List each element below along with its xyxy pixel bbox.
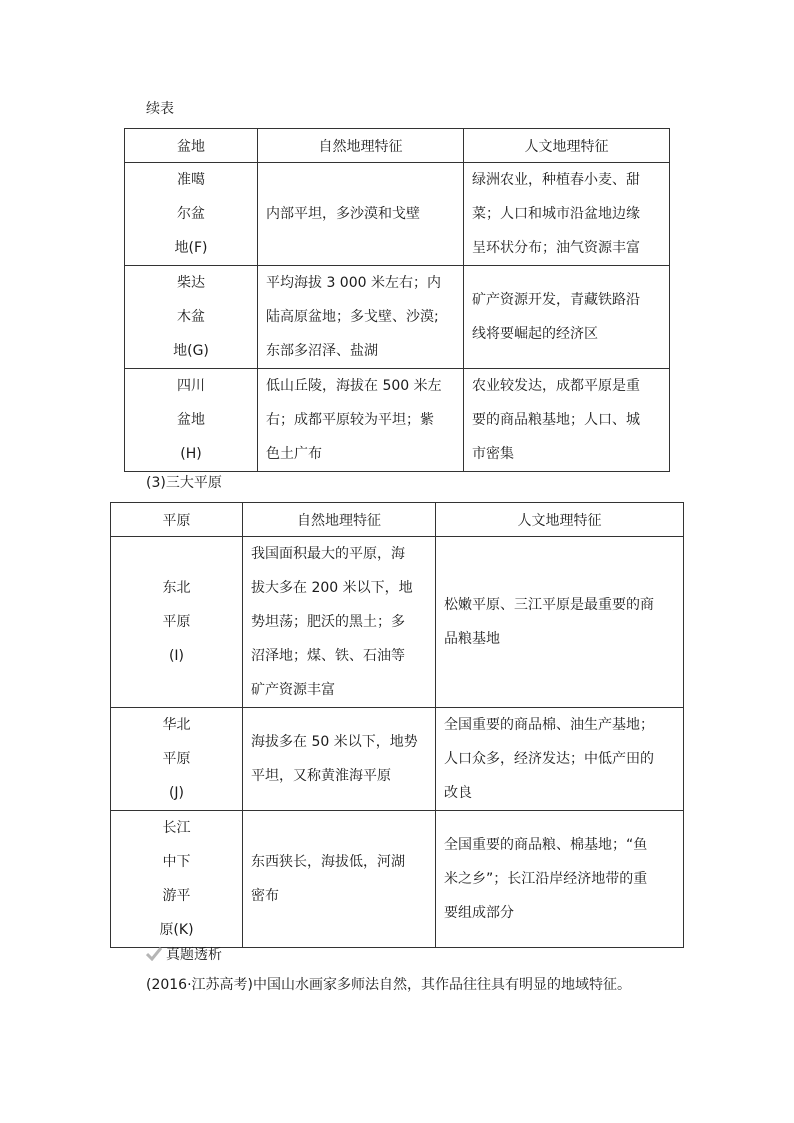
cell-line: 低山丘陵，海拔在 500 米左	[266, 378, 442, 394]
cell-line: 呈环状分布；油气资源丰富	[472, 240, 640, 256]
table-row	[111, 708, 684, 811]
cell-line: 全国重要的商品粮、棉基地；“鱼	[444, 837, 648, 853]
cell-line: 盆地	[177, 412, 205, 428]
cell-line: 线将要崛起的经济区	[472, 326, 598, 342]
human-features	[464, 369, 670, 472]
human-features	[464, 163, 670, 266]
cell-line: 沼泽地；煤、铁、石油等	[251, 648, 405, 664]
cell-line: 拔大多在 200 米以下，地	[251, 580, 413, 596]
natural-features	[258, 369, 464, 472]
cell-line: 地(G)	[173, 343, 209, 359]
cell-line: 地(F)	[174, 240, 208, 256]
cell-line: 平原	[162, 614, 191, 630]
header-plain: 平原	[111, 503, 243, 537]
human-features	[464, 266, 670, 369]
section-title: 真题透析	[166, 947, 222, 963]
checkmark-icon	[146, 947, 162, 961]
table2-caption: (3)三大平原	[146, 475, 222, 491]
cell-line: 华北	[162, 717, 191, 733]
cell-line: 势坦荡；肥沃的黑土；多	[251, 614, 405, 630]
plain-name	[111, 708, 243, 811]
cell-line: 市密集	[472, 446, 514, 462]
cell-line: 矿产资源开发，青藏铁路沿	[472, 292, 640, 308]
plains-table	[110, 502, 684, 948]
natural-features	[243, 811, 436, 948]
cell-line: 平坦，又称黄淮海平原	[251, 768, 391, 784]
cell-line: 品粮基地	[444, 631, 500, 647]
plain-name	[111, 537, 243, 708]
cell-line: 原(K)	[159, 922, 194, 938]
cell-line: 平原	[162, 751, 191, 767]
natural-features	[258, 266, 464, 369]
cell-line: 要组成部分	[444, 905, 514, 921]
cell-line: 我国面积最大的平原，海	[251, 546, 405, 562]
cell-line: 农业较发达，成都平原是重	[472, 378, 640, 394]
natural-features	[243, 537, 436, 708]
basin-name	[125, 163, 258, 266]
cell-line: 矿产资源丰富	[251, 682, 335, 698]
basin-name	[125, 266, 258, 369]
cell-line: 四川	[177, 378, 205, 394]
cell-line: 东北	[162, 580, 191, 596]
header-human: 人文地理特征	[464, 129, 670, 163]
basins-table	[124, 128, 670, 472]
plain-name	[111, 811, 243, 948]
table-row	[125, 369, 670, 472]
human-features	[436, 811, 684, 948]
header-human: 人文地理特征	[436, 503, 684, 537]
section-heading	[146, 946, 222, 964]
table-row	[125, 266, 670, 369]
cell-line: 尔盆	[177, 206, 205, 222]
cell-line: 海拔多在 50 米以下，地势	[251, 734, 418, 750]
cell-line: 改良	[444, 785, 472, 801]
question-text: (2016·江苏高考)中国山水画家多师法自然，其作品往往具有明显的地域特征。	[146, 977, 632, 993]
table-row	[111, 811, 684, 948]
cell-line: 色土广布	[266, 446, 322, 462]
cell-line: 木盆	[177, 309, 205, 325]
cell-line: 东部多沼泽、盐湖	[266, 343, 378, 359]
header-natural: 自然地理特征	[258, 129, 464, 163]
cell-line: 绿洲农业，种植春小麦、甜	[472, 172, 640, 188]
cell-line: 内部平坦，多沙漠和戈壁	[266, 206, 420, 222]
cell-line: 准噶	[177, 172, 205, 188]
cell-line: 密布	[251, 888, 279, 904]
natural-features	[243, 708, 436, 811]
cell-line: 要的商品粮基地；人口、城	[472, 412, 640, 428]
table-header-row	[111, 503, 684, 537]
cell-line: (J)	[168, 785, 185, 801]
table-header-row	[125, 129, 670, 163]
cell-line: 柴达	[177, 275, 205, 291]
cell-line: 长江	[162, 820, 191, 836]
cell-line: 右；成都平原较为平坦；紫	[266, 412, 434, 428]
cell-line: 平均海拔 3 000 米左右；内	[266, 275, 441, 291]
cell-line: 米之乡”；长江沿岸经济地带的重	[444, 871, 648, 887]
table-row	[111, 537, 684, 708]
cell-line: 全国重要的商品棉、油生产基地；	[444, 717, 654, 733]
cell-line: 陆高原盆地；多戈壁、沙漠;	[266, 309, 439, 325]
cell-line: (I)	[168, 648, 185, 664]
cell-line: 菜；人口和城市沿盆地边缘	[472, 206, 640, 222]
cell-line: 松嫩平原、三江平原是最重要的商	[444, 597, 654, 613]
natural-features	[258, 163, 464, 266]
basin-name	[125, 369, 258, 472]
human-features	[436, 537, 684, 708]
table-row	[125, 163, 670, 266]
human-features	[436, 708, 684, 811]
cell-line: 游平	[162, 888, 191, 904]
cell-line: 中下	[162, 854, 191, 870]
cell-line: 人口众多，经济发达；中低产田的	[444, 751, 654, 767]
header-natural: 自然地理特征	[243, 503, 436, 537]
cell-line: 东西狭长，海拔低，河湖	[251, 854, 405, 870]
cell-line: (H)	[180, 446, 202, 462]
table1-caption: 续表	[146, 101, 174, 117]
header-basin: 盆地	[125, 129, 258, 163]
